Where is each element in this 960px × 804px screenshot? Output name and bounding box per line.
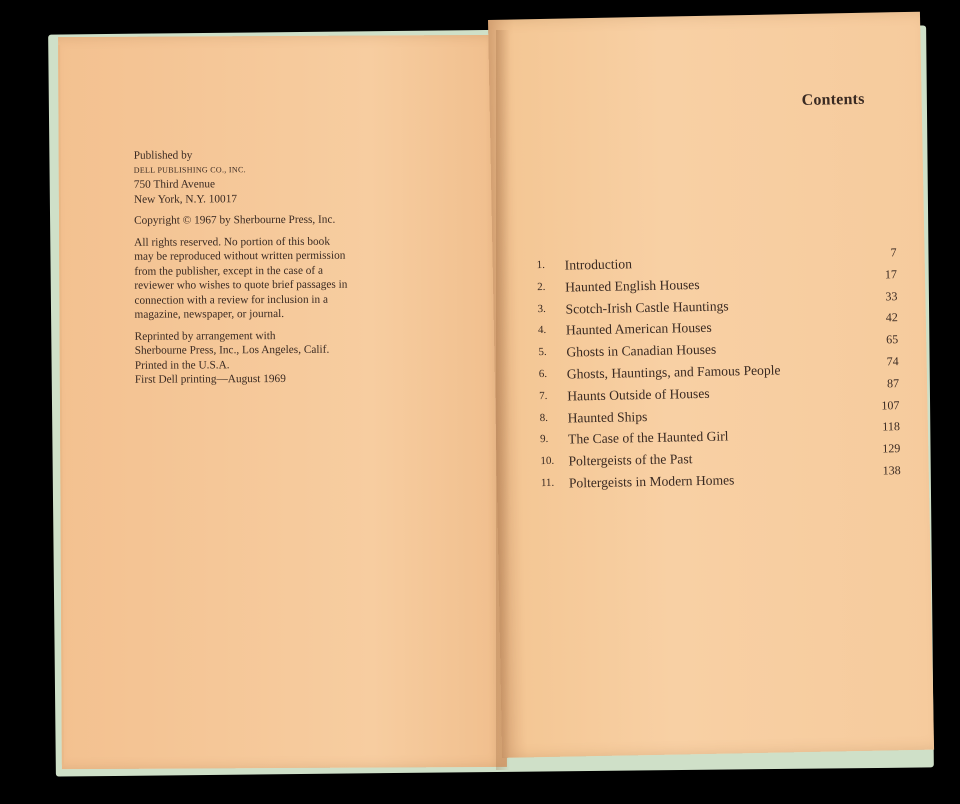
rights-reserved-paragraph [134, 234, 414, 322]
publisher-city: New York, N.Y. 10017 [133, 192, 238, 206]
rights-line: from the publisher, except in the case of a [134, 264, 324, 278]
toc-title: Haunts Outside of Houses [567, 385, 710, 404]
toc-number: 4. [537, 324, 547, 337]
rights-line: connection with a review for inclusion in a [134, 293, 329, 307]
toc-title: Haunted American Houses [565, 320, 712, 338]
toc-page: 87 [886, 375, 900, 391]
toc-title: Poltergeists in Modern Homes [568, 472, 735, 491]
published-by-label: Published by [133, 149, 193, 162]
right-page [488, 12, 934, 758]
publisher-name: DELL PUBLISHING CO., INC. [133, 164, 246, 175]
rights-line: reviewer who wishes to quote brief passages in [134, 278, 348, 292]
toc-title: Poltergeists of the Past [568, 451, 693, 469]
toc-title: Ghosts, Hauntings, and Famous People [566, 362, 781, 382]
toc-number: 7. [539, 389, 548, 402]
toc-title: The Case of the Haunted Girl [567, 428, 729, 447]
reprint-line: Sherbourne Press, Inc., Los Angeles, Calif. [134, 343, 330, 357]
toc-number: 9. [539, 433, 549, 446]
toc-page: 129 [882, 441, 901, 456]
toc-page: 17 [884, 266, 898, 282]
toc-number: 1. [536, 258, 546, 272]
reprint-paragraph [135, 328, 415, 387]
table-of-contents [536, 245, 902, 495]
copyright-block [134, 147, 415, 394]
toc-number: 5. [538, 346, 547, 359]
rights-line: All rights reserved. No portion of this book [134, 235, 330, 249]
toc-title: Haunted Ships [567, 408, 648, 426]
toc-title: Scotch-Irish Castle Hauntings [565, 298, 729, 317]
reprint-line: Reprinted by arrangement with [134, 329, 276, 343]
toc-page: 33 [885, 288, 898, 304]
toc-page: 138 [882, 463, 901, 478]
toc-page: 107 [881, 397, 900, 413]
rights-line: may be reproduced without written permission [134, 249, 346, 263]
reprint-line: Printed in the U.S.A. [134, 358, 230, 372]
toc-title: Ghosts in Canadian Houses [566, 341, 717, 360]
toc-page: 118 [882, 419, 901, 434]
reprint-line: First Dell printing—August 1969 [134, 372, 286, 386]
rights-line: magazine, newspaper, or journal. [134, 307, 285, 321]
toc-page: 65 [886, 332, 899, 347]
toc-title: Haunted English Houses [564, 276, 700, 295]
toc-number: 2. [537, 280, 546, 293]
toc-page: 42 [885, 310, 898, 325]
publisher-street: 750 Third Avenue [133, 178, 216, 191]
contents-heading: Contents [801, 90, 865, 109]
copyright-notice: Copyright © 1967 by Sherbourne Press, Inc. [134, 213, 336, 227]
toc-number: 10. [540, 454, 555, 468]
toc-number: 8. [539, 411, 549, 424]
toc-number: 6. [538, 367, 548, 381]
toc-page: 7 [890, 245, 897, 260]
left-page [58, 35, 507, 769]
toc-number: 11. [540, 476, 555, 490]
toc-title: Introduction [564, 256, 633, 273]
toc-number: 3. [537, 302, 546, 315]
toc-page: 74 [886, 354, 899, 369]
